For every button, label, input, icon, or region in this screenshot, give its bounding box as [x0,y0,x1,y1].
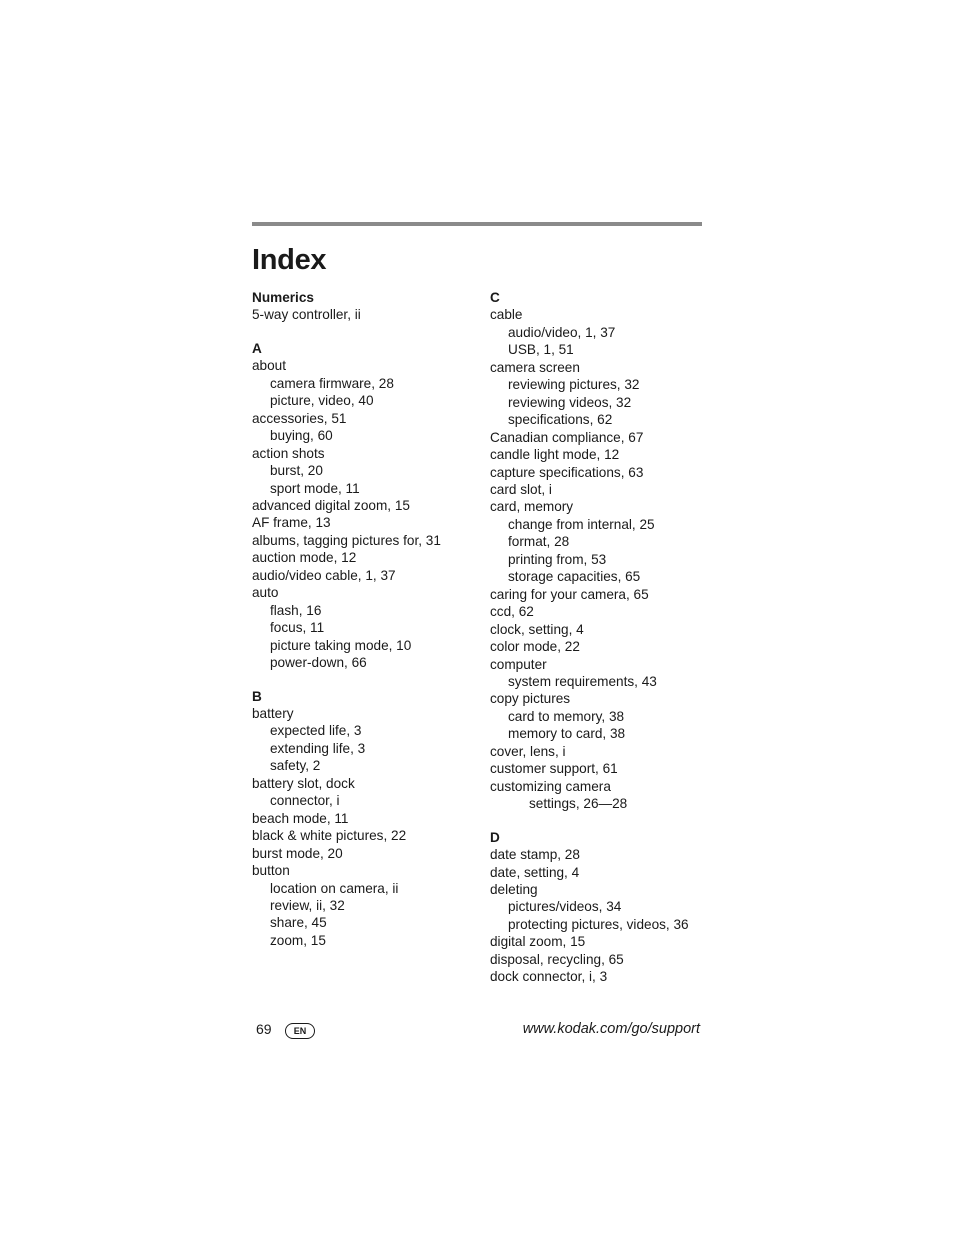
index-entry: battery slot, dock [252,775,355,791]
index-entry: button [252,863,290,879]
index-entry: caring for your camera, 65 [490,586,649,602]
index-subentry: memory to card, 38 [508,726,626,742]
index-entry: action shots [252,445,325,461]
index-subentry: reviewing videos, 32 [508,394,632,410]
index-subentry: review, ii, 32 [270,897,345,913]
title-rule [252,222,702,226]
index-subentry: pictures/videos, 34 [508,899,622,915]
index-entry: dock connector, i, 3 [490,969,608,985]
language-badge: EN [285,1023,315,1039]
index-subentry: audio/video, 1, 37 [508,324,616,340]
index-subentry: burst, 20 [270,463,323,479]
index-subentry: zoom, 15 [270,932,326,948]
index-subentry: share, 45 [270,915,327,931]
index-subentry: USB, 1, 51 [508,342,574,358]
page-footer [0,1020,954,1042]
index-entry: candle light mode, 12 [490,447,620,463]
index-entry: accessories, 51 [252,410,347,426]
index-entry: albums, tagging pictures for, 31 [252,532,441,548]
index-subentry: storage capacities, 65 [508,569,641,585]
index-section [490,289,720,813]
index-entry: customer support, 61 [490,761,618,777]
index-entry: clock, setting, 4 [490,621,584,637]
index-section-heading: B [252,688,262,704]
index-entry: battery [252,705,294,721]
index-section-heading: Numerics [252,290,314,305]
index-column-right [490,289,720,1002]
index-entry: ccd, 62 [490,604,534,620]
index-subentry: safety, 2 [270,758,321,774]
index-subentry: printing from, 53 [508,551,607,567]
index-subentry: system requirements, 43 [508,673,657,689]
index-section [252,289,482,324]
page-number: 69 [256,1021,272,1037]
index-entry: AF frame, 13 [252,515,331,531]
index-entry: card slot, i [490,481,552,497]
index-entry: disposal, recycling, 65 [490,951,624,967]
index-entry: auction mode, 12 [252,550,357,566]
index-section-heading: A [252,340,262,356]
index-subentry: card to memory, 38 [508,708,625,724]
index-subentry: settings, 26—28 [529,796,628,812]
index-subentry: picture, video, 40 [270,393,374,409]
index-subentry: power-down, 66 [270,655,367,671]
index-subentry: flash, 16 [270,602,322,618]
index-entry: Canadian compliance, 67 [490,429,644,445]
index-subentry: extending life, 3 [270,740,366,756]
index-section [252,340,482,672]
index-subentry: reviewing pictures, 32 [508,377,640,393]
index-entry: advanced digital zoom, 15 [252,497,410,513]
index-subentry: buying, 60 [270,428,333,444]
index-entry: card, memory [490,499,574,515]
index-subentry: expected life, 3 [270,723,362,739]
index-subentry: focus, 11 [270,620,325,636]
index-entry: digital zoom, 15 [490,934,586,950]
index-subentry: sport mode, 11 [270,480,360,496]
index-section [490,829,720,986]
index-entry: date, setting, 4 [490,864,580,880]
support-url-link[interactable]: www.kodak.com/go/support [522,1021,700,1037]
index-subentry: location on camera, ii [270,880,399,896]
index-entry: auto [252,585,279,601]
index-subentry: specifications, 62 [508,412,613,428]
index-subentry: picture taking mode, 10 [270,637,412,653]
index-subentry: protecting pictures, videos, 36 [508,916,689,932]
index-entry: copy pictures [490,691,571,707]
index-subentry: camera firmware, 28 [270,375,394,391]
index-entry: computer [490,656,547,672]
index-entry: customizing camera [490,778,611,794]
index-entry: deleting [490,881,538,897]
index-entry: burst mode, 20 [252,845,343,861]
index-entry: beach mode, 11 [252,810,349,826]
page-title: Index [252,244,327,276]
index-entry: audio/video cable, 1, 37 [252,567,396,583]
index-column-left [252,289,482,965]
index-entry: black & white pictures, 22 [252,828,407,844]
index-entry: color mode, 22 [490,639,580,655]
index-subentry: connector, i [270,793,340,809]
index-entry: cable [490,307,523,323]
index-entry: cover, lens, i [490,743,566,759]
index-entry: camera screen [490,359,580,375]
index-entry: about [252,358,287,374]
index-section-heading: D [490,829,500,845]
index-entry: capture specifications, 63 [490,464,644,480]
index-section-heading: C [490,290,500,305]
index-section [252,688,482,950]
index-entry: 5-way controller, ii [252,307,361,323]
index-entry: date stamp, 28 [490,847,580,863]
index-subentry: format, 28 [508,534,570,550]
index-subentry: change from internal, 25 [508,516,655,532]
